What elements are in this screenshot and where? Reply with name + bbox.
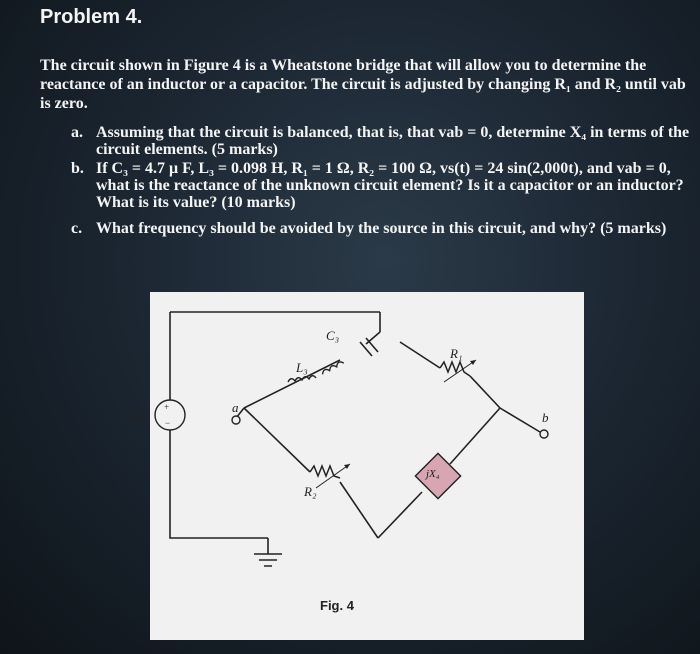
terminal-b xyxy=(540,430,548,438)
ground-symbol xyxy=(254,554,282,566)
question-a-text: Assuming that the circuit is balanced, that is, that vab = 0, determine X₄ in terms of the circuit elements. (5 marks) xyxy=(96,124,690,158)
resistor-r2 xyxy=(310,466,340,478)
lower-left-branch xyxy=(340,482,378,538)
label-vs: vS(t) xyxy=(122,408,147,423)
capacitor-c3 xyxy=(360,338,378,356)
circuit-figure xyxy=(122,292,584,640)
question-c xyxy=(71,220,696,237)
upper-right-branch xyxy=(470,376,500,408)
svg-text:+: + xyxy=(164,402,170,412)
label-r2: R₂ xyxy=(304,484,317,499)
question-b-text: If C₃ = 4.7 μ F, L₃ = 0.098 H, R₁ = 1 Ω, R₂ = 100 Ω, vs(t) = 24 sin(2,000t), and vab = 0, what is the reactance of the unknown circuit element? Is it a capacitor or an inductor? What is its value? (10 marks) xyxy=(96,160,684,211)
figure-caption: Fig. 4 xyxy=(320,598,354,613)
label-a: a xyxy=(232,400,239,415)
question-a xyxy=(71,124,696,158)
question-a-label: a. xyxy=(71,124,83,141)
upper-left-branch xyxy=(244,360,340,408)
problem-heading: Problem 4. xyxy=(40,6,143,28)
svg-text:−: − xyxy=(165,418,171,428)
label-l3: L₃ xyxy=(296,360,308,375)
label-r1: R₁ xyxy=(450,346,463,361)
lower-right-branch xyxy=(450,408,500,464)
question-c-label: c. xyxy=(71,220,83,237)
problem-intro: The circuit shown in Figure 4 is a Wheatstone bridge that will allow you to determine the reactance of an inductor or a capacitor. The circuit is adjusted by changing R₁ and R₂ until vab is zero. xyxy=(40,57,686,112)
question-c-text: What frequency should be avoided by the source in this circuit, and why? (5 marks) xyxy=(96,220,667,237)
label-c3: C₃ xyxy=(326,328,340,343)
question-b xyxy=(71,160,696,211)
terminal-a xyxy=(232,416,240,424)
circuit-diagram xyxy=(150,292,584,640)
left-wire-lower xyxy=(170,430,268,538)
label-x4: jX₄ xyxy=(426,468,440,480)
label-b: b xyxy=(542,410,549,425)
question-b-label: b. xyxy=(71,160,84,177)
